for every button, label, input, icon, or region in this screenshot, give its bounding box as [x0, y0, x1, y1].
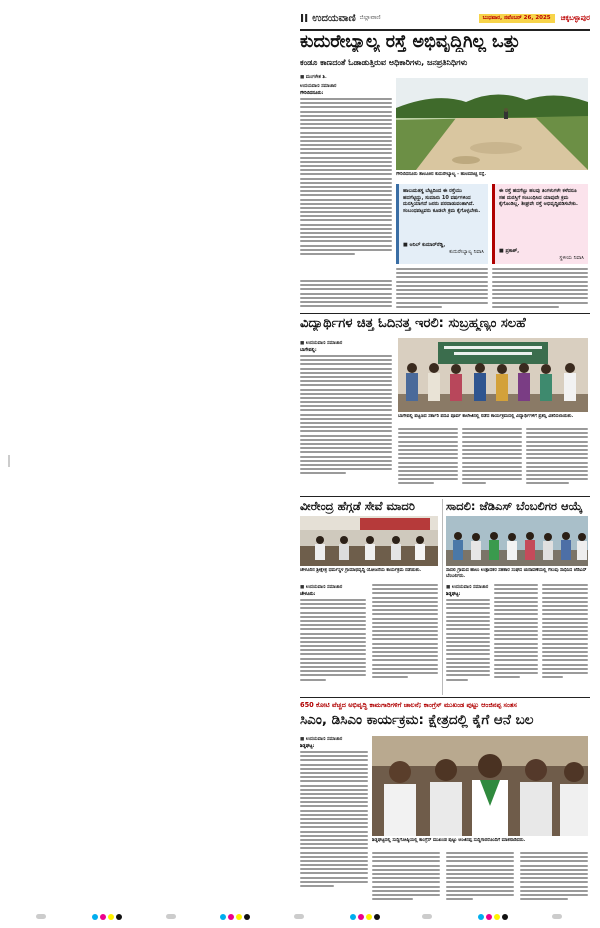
- story1-body-col1: [300, 98, 392, 280]
- congress-leaders-photo: [372, 736, 588, 836]
- story1-headline: ಕುದುರೇಬ್ಯಾಲ್ಯ ರಸ್ತೆ ಅಭಿವೃದ್ಧಿಗಿಲ್ಲ ಒತ್ತು: [300, 32, 521, 52]
- jds-supporters-photo-image: [446, 516, 588, 566]
- road-photo: [396, 78, 588, 170]
- story1-dateline: ಉದಯವಾಣಿ ಸಮಾಚಾರ: [300, 84, 337, 89]
- quote2-text: ಈ ರಸ್ತೆ ಹದಗೆಟ್ಟು ಹಲವು ತಿಂಗಳುಗಳೇ ಕಳೆದರೂ ಸಹ ದುರಸ್ತಿಗೆ ಸಂಬಂಧಿಸಿದ ಯಾವುದೇ ಕ್ರಮ ಕೈಗೊಂಡಿಲ್ಲ. ಶೀಘ್ರವೇ ರಸ್ತೆ ಅಭಿವೃದ್ಧಿಪಡಿಸಬೇಕು.: [499, 188, 578, 207]
- story3-headline: ವೀರೇಂದ್ರ ಹೆಗ್ಗಡೆ ಸೇವೆ ಮಾದರಿ: [300, 499, 415, 513]
- story1-body-col3: [492, 268, 588, 312]
- quote2-author: ■ ಪ್ರಕಾಶ್,: [499, 248, 520, 254]
- students-photo: [398, 338, 588, 412]
- story2-body-col1: [300, 355, 392, 495]
- jds-supporters-photo: [446, 516, 588, 566]
- story5-body-col3: [446, 852, 514, 907]
- story5-body-col2: [372, 852, 440, 907]
- masthead: [300, 8, 590, 28]
- color-registration-marks: [350, 914, 380, 920]
- hegde-event-photo: [300, 516, 438, 566]
- story4-headline: ಸಾದಲಿ: ಜೆಡಿಎಸ್ ಬೆಂಬಲಿಗರ ಆಯ್ಕೆ: [446, 499, 583, 513]
- edition-city: ಚಿಕ್ಕಬಳ್ಳಾಪುರ: [560, 13, 590, 22]
- story1-subhead: ಕಂಡೂ ಕಾಣದಂತೆ ಓಡಾಡುತ್ತಿರುವ ಅಧಿಕಾರಿಗಳು, ಜನಪ್ರತಿನಿಧಿಗಳು: [300, 58, 468, 67]
- reg-mark-grey: [36, 914, 46, 919]
- newspaper-logo: ಉದಯವಾಣಿ: [312, 12, 356, 24]
- story5-headline: ಸಿಎಂ, ಡಿಸಿಎಂ ಕಾರ್ಯಕ್ರಮ: ಕ್ಷೇತ್ರದಲ್ಲಿ ಕೈಗೆ ಆನೆ ಬಲ: [300, 712, 534, 728]
- story4-body-col1: [446, 599, 490, 695]
- story5-byline: ■ ಉದಯವಾಣಿ ಸಮಾಚಾರ: [300, 737, 343, 742]
- quote-box-pink: [492, 184, 588, 264]
- color-registration-marks: [92, 914, 122, 920]
- road-photo-image: [396, 78, 588, 170]
- road-photo-caption: ಗೌರಿಬಿದನೂರು ತಾಲೂಕಿನ ಕುದುರೇಬ್ಯಾಲ್ಯ - ಹುಲಮಾಚ್ಚ ರಸ್ತೆ.: [396, 172, 487, 177]
- story4-place: ಶಿಡ್ಲಘಟ್ಟ:: [446, 592, 461, 597]
- masthead-rule: [300, 29, 590, 31]
- story1-body-col1b: [300, 280, 392, 312]
- reg-mark-grey: [294, 914, 304, 919]
- story4-byline: ■ ಉದಯವಾಣಿ ಸಮಾಚಾರ: [446, 585, 489, 590]
- reg-mark-grey: [552, 914, 562, 919]
- congress-photo-caption: ಶಿಡ್ಲಘಟ್ಟದಲ್ಲಿ ಸುದ್ದಿಗೋಷ್ಠಿಯಲ್ಲಿ ಕಾಂಗ್ರೆಸ್ ಮುಖಂಡ ಪುಟ್ಟು ಆಂಜಿನಪ್ಪ ಸುದ್ದಿಗಾರರೊಂದಿಗೆ ಮಾತನಾಡಿದರು.: [372, 838, 526, 843]
- quote1-author: ■ ಅನಿಲ್ ಕುಮಾರ್‌ರೆಡ್ಡಿ,: [403, 242, 446, 248]
- story3-body-col2: [372, 584, 438, 695]
- color-registration-marks: [478, 914, 508, 920]
- hegde-event-photo-image: [300, 516, 438, 566]
- quote1-role: ಕುದುರೇಬ್ಯಾಲ್ಯ ನಿವಾಸಿ: [449, 248, 484, 255]
- story1-place: ಗೌರಿಬಿದನೂರು:: [300, 91, 324, 96]
- story3-place: ಚೇಳೂರು:: [300, 592, 316, 597]
- story3-body-col1: [300, 599, 366, 695]
- story4-body-col2: [494, 584, 538, 695]
- quote1-text: ಹಾಲುಮತಸ್ಥ ಬೆಟ್ಟದಿಂದ ಈ ರಸ್ತೆಯು ಹದಗೆಟ್ಟಿದ್ದು, ಸುಮಾರು 10 ವರ್ಷಗಳಿಂದ ದುರಸ್ತಿಯಾಗದೆ ಜನರು ಪರದಾಡುವಂತಾಗಿದೆ. ಸಂಬಂಧಪಟ್ಟವರು ಕೂಡಲೇ ಕ್ರಮ ಕೈಗೊಳ್ಳಬೇಕು.: [403, 188, 481, 214]
- story4-divider: [300, 697, 590, 698]
- story1-body-col2: [396, 268, 488, 312]
- story5-place: ಶಿಡ್ಲಘಟ್ಟ:: [300, 744, 315, 749]
- hegde-photo-caption: ಚೇಳೂರಿನ ಶ್ರೀಕ್ಷೇತ್ರ ಧರ್ಮಸ್ಥಳ ಗ್ರಾಮಾಭಿವೃದ್ಧಿ ಯೋಜನೆಯ ಕಾರ್ಯಕ್ರಮ ನಡೆಯಿತು.: [300, 568, 422, 573]
- page-number: II: [300, 11, 309, 25]
- students-photo-caption: ಬಾಗೇಪಲ್ಲಿ ಪಟ್ಟಣದ ಸರ್ಕಾರಿ ಪದವಿ ಪೂರ್ವ ಕಾಲೇಜಿನಲ್ಲಿ ನಡೆದ ಕಾರ್ಯಕ್ರಮದಲ್ಲಿ ವಿದ್ಯಾರ್ಥಿಗಳಿಗೆ ಪ್ರಶಸ್ತಿ ವಿತರಿಸಲಾಯಿತು.: [398, 414, 574, 419]
- story4-body-col3: [542, 584, 588, 695]
- story5-body-col4: [520, 852, 588, 907]
- publication-date: ಬುಧವಾರ, ನವೆಂಬರ್ 26, 2025: [479, 14, 555, 23]
- story2-body-col4: [526, 428, 588, 494]
- story5-kicker: 650 ಕೋಟಿ ವೆಚ್ಚದ ಅಭಿವೃದ್ಧಿ ಕಾಮಗಾರಿಗಳಿಗೆ ಚಾಲನೆ; ಕಾಂಗ್ರೆಸ್ ಮುಖಂಡ ಪುಟ್ಟು ಆಂಜಿನಪ್ಪ ಸಂತಸ: [300, 701, 517, 709]
- quote2-role: ಸ್ಥಳೀಯ ನಿವಾಸಿ: [559, 254, 584, 261]
- color-registration-marks: [220, 914, 250, 920]
- story3-byline: ■ ಉದಯವಾಣಿ ಸಮಾಚಾರ: [300, 585, 343, 590]
- story2-divider: [300, 496, 590, 497]
- section-name: ಜಿಲ್ಲಾವಾಣಿ: [359, 14, 381, 21]
- story5-body-col1: [300, 751, 368, 907]
- story2-place: ಬಾಗೇಪಲ್ಲಿ:: [300, 348, 317, 353]
- reg-mark-grey: [422, 914, 432, 919]
- column-separator: [442, 499, 443, 695]
- story2-body-col3: [462, 428, 522, 494]
- story2-byline: ■ ಉದಯವಾಣಿ ಸಮಾಚಾರ: [300, 341, 343, 346]
- congress-leaders-photo-image: [372, 736, 588, 836]
- margin-mark: [8, 455, 10, 467]
- story1-divider: [300, 313, 590, 314]
- story1-byline: ■ ಮಂಗಳೇಶ ಶಿ.: [300, 75, 327, 80]
- story2-headline: ವಿದ್ಯಾರ್ಥಿಗಳ ಚಿತ್ತ ಓದಿನತ್ತ ಇರಲಿ: ಸುಬ್ರಹ್ಮಣ್ಯಂ ಸಲಹೆ: [300, 316, 526, 331]
- story2-body-col2: [398, 428, 458, 494]
- jds-photo-caption: ಸಾದಲಿ ಗ್ರಾಮದ ಹಾಲು ಉತ್ಪಾದಕರ ಸಹಕಾರ ಸಂಘದ ಚುನಾವಣೆಯಲ್ಲಿ ಗೆಲುವು ಸಾಧಿಸಿದ ಜೆಡಿಎಸ್ ಬೆಂಬಲಿಗರು.: [446, 568, 587, 579]
- reg-mark-grey: [166, 914, 176, 919]
- students-photo-image: [398, 338, 588, 412]
- quote-box-blue: [396, 184, 488, 264]
